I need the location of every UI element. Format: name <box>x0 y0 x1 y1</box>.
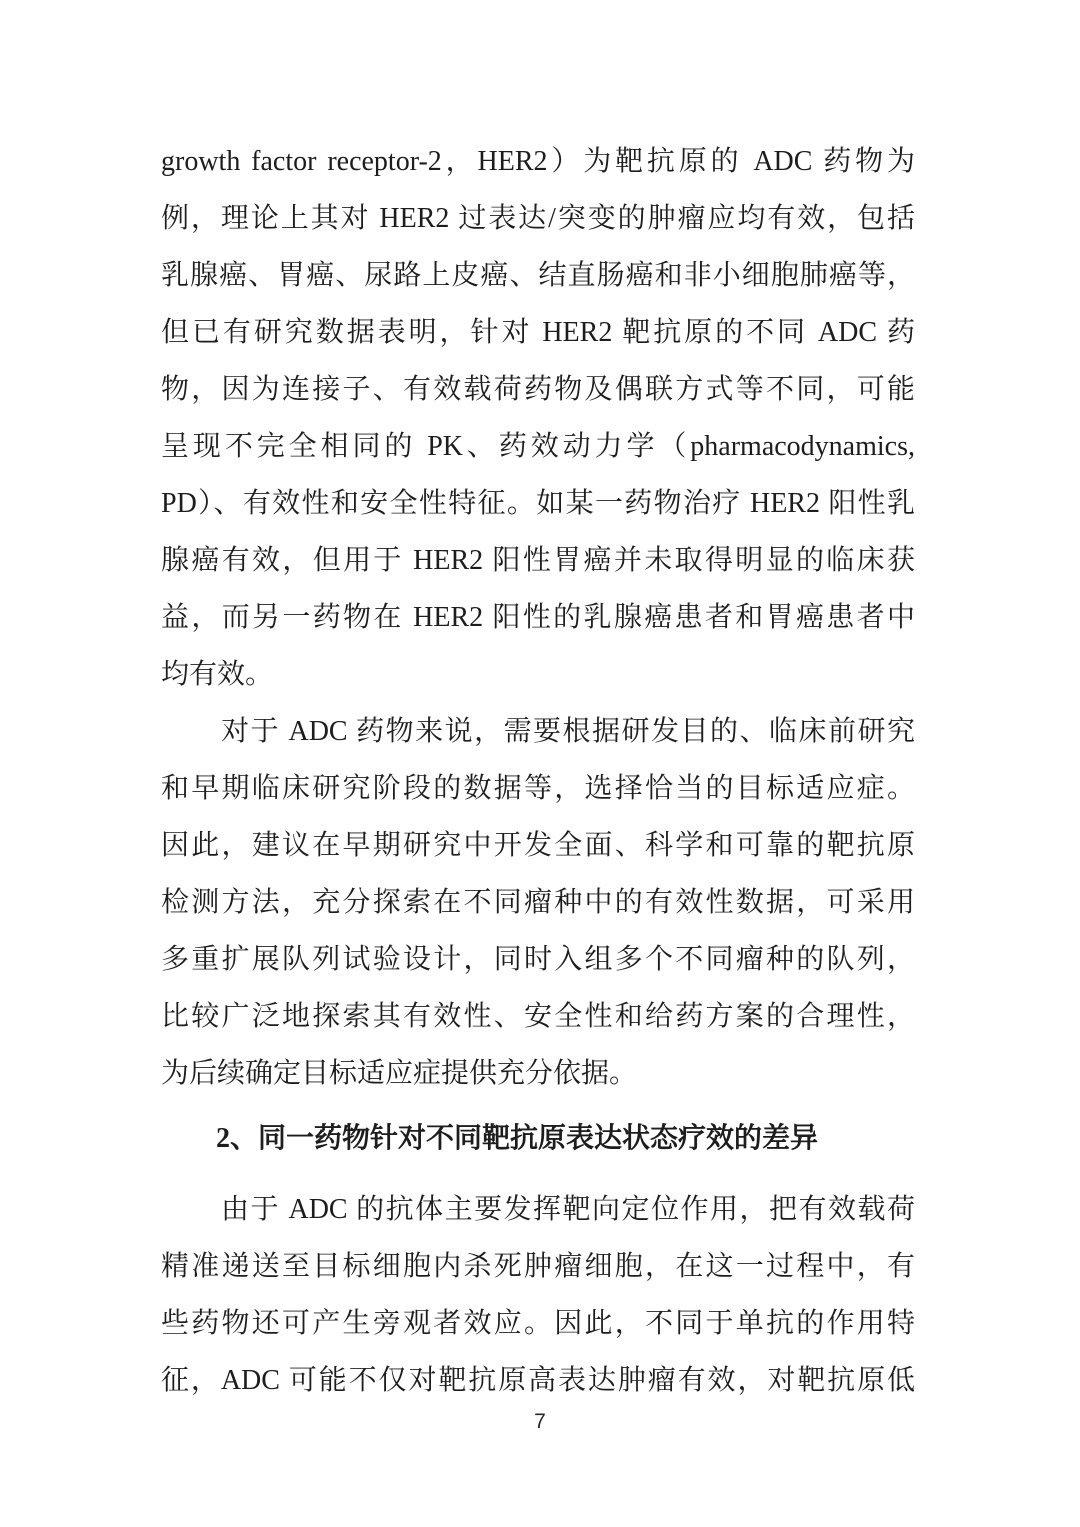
paragraph2-line: 因此，建议在早期研究中开发全面、科学和可靠的靶抗原 <box>161 830 915 861</box>
paragraph3-line: 些药物还可产生旁观者效应。因此，不同于单抗的作用特 <box>161 1308 915 1339</box>
paragraph1-line: 但已有研究数据表明，针对 HER2 靶抗原的不同 ADC 药 <box>161 317 915 348</box>
paragraph1-line: 腺癌有效，但用于 HER2 阳性胃癌并未取得明显的临床获 <box>161 545 915 576</box>
paragraph2-line: 比较广泛地探索其有效性、安全性和给药方案的合理性， <box>161 1001 915 1032</box>
paragraph1-line: 益，而另一药物在 HER2 阳性的乳腺癌患者和胃癌患者中 <box>161 602 915 633</box>
paragraph1-line: 呈现不完全相同的 PK、药效动力学（pharmacodynamics, <box>161 431 915 462</box>
page-text-block <box>161 133 915 1409</box>
paragraph2-line: 为后续确定目标适应症提供充分依据。 <box>161 1058 638 1089</box>
paragraph2-line: 和早期临床研究阶段的数据等，选择恰当的目标适应症。 <box>161 773 915 804</box>
section-heading: 2、同一药物针对不同靶抗原表达状态疗效的差异 <box>216 1123 819 1154</box>
paragraph1-line: 乳腺癌、胃癌、尿路上皮癌、结直肠癌和非小细胞肺癌等， <box>161 260 915 291</box>
paragraph1-line: 物，因为连接子、有效载荷药物及偶联方式等不同，可能 <box>161 374 915 405</box>
page-number: 7 <box>534 1410 546 1433</box>
paragraph2-line: 检测方法，充分探索在不同瘤种中的有效性数据，可采用 <box>161 887 915 918</box>
paragraph3-line: 精准递送至目标细胞内杀死肿瘤细胞，在这一过程中，有 <box>161 1251 915 1282</box>
paragraph3-line: 征，ADC 可能不仅对靶抗原高表达肿瘤有效，对靶抗原低 <box>161 1365 915 1396</box>
paragraph2-line: 多重扩展队列试验设计，同时入组多个不同瘤种的队列， <box>161 944 915 975</box>
paragraph2-line: 对于 ADC 药物来说，需要根据研发目的、临床前研究 <box>221 716 915 747</box>
paragraph1-line: 例，理论上其对 HER2 过表达/突变的肿瘤应均有效，包括 <box>161 203 915 234</box>
paragraph1-line: growth factor receptor-2，HER2）为靶抗原的 ADC 药物为 <box>161 146 915 177</box>
paragraph1-line: PD）、有效性和安全性特征。如某一药物治疗 HER2 阳性乳 <box>161 488 915 519</box>
paragraph3-line: 由于 ADC 的抗体主要发挥靶向定位作用，把有效载荷 <box>221 1194 915 1225</box>
paragraph1-line: 均有效。 <box>161 659 274 690</box>
